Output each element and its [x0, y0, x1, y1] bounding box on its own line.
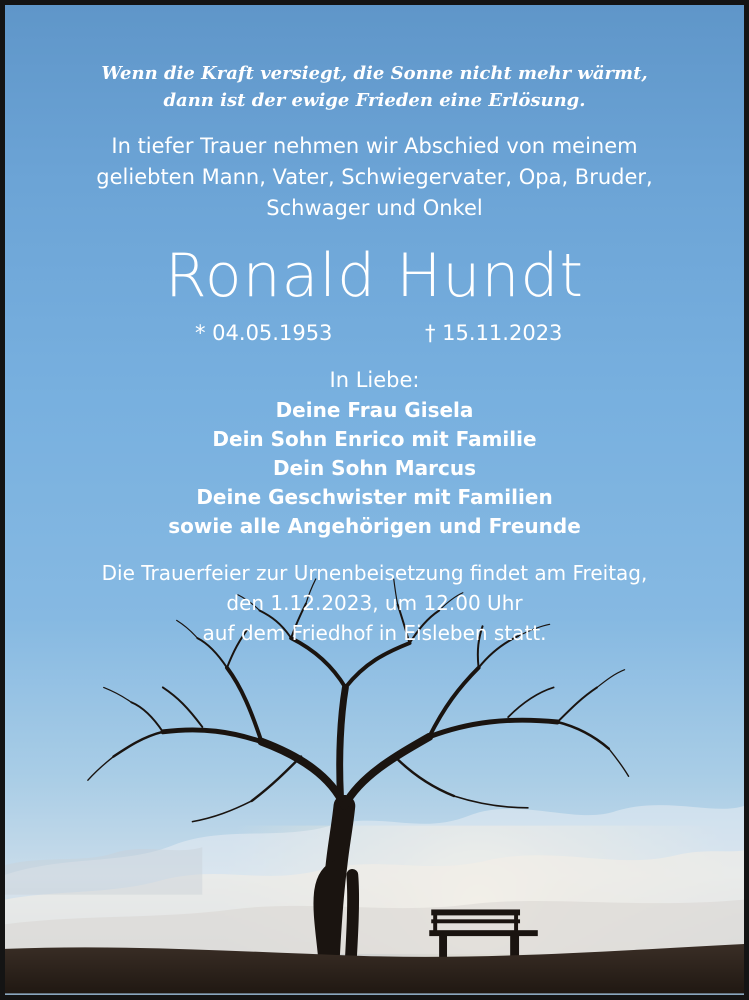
motto-line: Wenn die Kraft versiegt, die Sonne nicht mehr wärmt,	[101, 63, 648, 84]
funeral-info-line: Die Trauerfeier zur Urnenbeisetzung findet am Freitag,	[101, 561, 648, 585]
birth-date: * 04.05.1953	[195, 321, 333, 345]
deceased-name: Ronald Hundt	[164, 241, 585, 311]
life-dates	[5, 321, 744, 349]
motto-line: dann ist der ewige Frieden eine Erlösung.	[163, 90, 586, 111]
love-label: In Liebe:	[329, 368, 420, 392]
family-line: sowie alle Angehörigen und Freunde	[168, 514, 581, 538]
intro-line: In tiefer Trauer nehmen wir Abschied von meinem	[111, 134, 638, 158]
funeral-info-line: den 1.12.2023, um 12.00 Uhr	[226, 591, 523, 615]
intro-line: Schwager und Onkel	[266, 196, 483, 220]
family-line: Deine Frau Gisela	[275, 398, 474, 422]
family-line: Dein Sohn Marcus	[272, 456, 477, 480]
death-date: † 15.11.2023	[425, 321, 563, 345]
funeral-info-line: auf dem Friedhof in Eisleben statt.	[202, 621, 547, 645]
family-line: Dein Sohn Enrico mit Familie	[212, 427, 537, 451]
intro-line: geliebten Mann, Vater, Schwiegervater, Opa, Bruder,	[96, 165, 653, 189]
family-line: Deine Geschwister mit Familien	[196, 485, 553, 509]
